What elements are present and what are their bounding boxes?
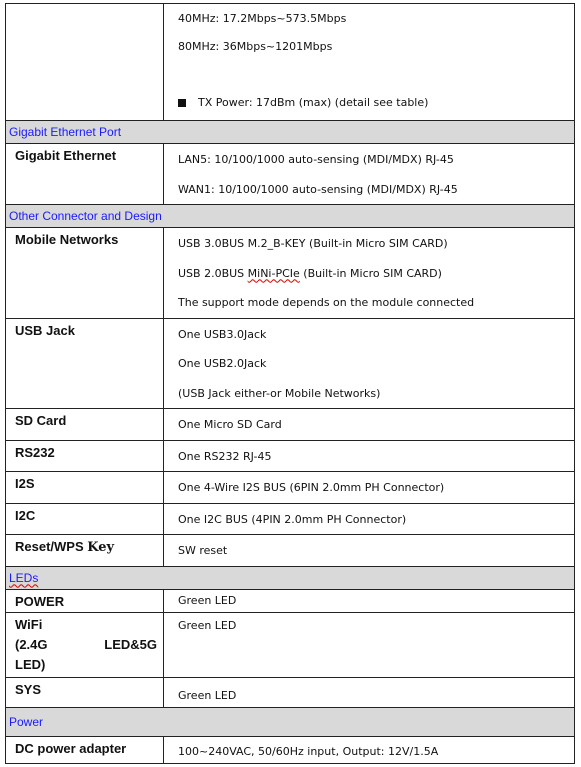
wireless-value-cell xyxy=(164,4,575,121)
usb3-jack-line: One USB3.0Jack xyxy=(178,327,267,341)
sd-card-value: One Micro SD Card xyxy=(178,418,282,431)
mobile-networks-row xyxy=(6,228,575,319)
gigabit-ethernet-row xyxy=(6,144,575,205)
usb2-jack-line: One USB2.0Jack xyxy=(178,357,267,370)
sd-card-row xyxy=(6,409,575,441)
rs232-row xyxy=(6,440,575,472)
gigabit-ethernet-label: Gigabit Ethernet xyxy=(6,144,164,205)
usb-jack-row xyxy=(6,318,575,409)
gigabit-ethernet-values xyxy=(164,144,575,205)
sys-led-value: Green LED xyxy=(178,688,237,702)
section-other-row xyxy=(6,205,575,228)
i2c-row xyxy=(6,503,575,535)
square-bullet-icon xyxy=(178,99,186,107)
wireless-40mhz: 40MHz: 17.2Mbps~573.5Mbps xyxy=(178,12,347,25)
reset-wps-row xyxy=(6,535,575,567)
section-gigabit-title: Gigabit Ethernet Port xyxy=(6,121,575,144)
section-power-row xyxy=(6,707,575,736)
section-other-title: Other Connector and Design xyxy=(6,205,575,228)
lan-port-line: LAN5: 10/100/1000 auto-sensing (MDI/MDX) RJ-45 xyxy=(178,153,454,166)
wireless-tx-power: TX Power: 17dBm (max) (detail see table) xyxy=(178,89,568,117)
usb-jack-note-line: (USB Jack either-or Mobile Networks) xyxy=(178,386,381,400)
section-power-title: Power xyxy=(6,707,575,736)
wireless-continuation-row xyxy=(6,4,575,121)
reset-wps-value: SW reset xyxy=(178,544,228,557)
usb-jack-values xyxy=(164,318,575,409)
power-led-row xyxy=(6,589,575,612)
dc-power-label: DC power adapter xyxy=(6,736,164,763)
reset-wps-label: Reset/WPS Key xyxy=(6,535,164,567)
i2s-value: One 4-Wire I2S BUS (6PIN 2.0mm PH Connector) xyxy=(178,481,445,494)
section-leds-row xyxy=(6,566,575,589)
section-gigabit-row xyxy=(6,121,575,144)
section-leds-title: LEDs xyxy=(6,566,575,589)
i2s-label: I2S xyxy=(6,472,164,504)
i2c-value: One I2C BUS (4PIN 2.0mm PH Connector) xyxy=(178,512,407,526)
rs232-value: One RS232 RJ-45 xyxy=(178,449,272,463)
dc-power-row xyxy=(6,736,575,763)
mobile-support-line: The support mode depends on the module connected xyxy=(178,296,475,309)
mobile-usb2-line: USB 2.0BUS MiNi-PCIe (Built-in Micro SIM CARD) xyxy=(178,266,442,280)
sys-led-label: SYS xyxy=(6,677,164,707)
wireless-blank-line xyxy=(178,61,568,89)
mobile-networks-label: Mobile Networks xyxy=(6,228,164,319)
sd-card-label: SD Card xyxy=(6,409,164,441)
wireless-label-cell xyxy=(6,4,164,121)
wifi-led-row xyxy=(6,612,575,677)
i2s-row xyxy=(6,472,575,504)
mobile-usb3-line: USB 3.0BUS M.2_B-KEY (Built-in Micro SIM CARD) xyxy=(178,237,448,250)
power-led-label: POWER xyxy=(6,589,164,612)
mobile-networks-values xyxy=(164,228,575,319)
spec-table xyxy=(5,3,575,764)
i2c-label: I2C xyxy=(6,503,164,535)
wan-port-line: WAN1: 10/100/1000 auto-sensing (MDI/MDX) RJ-45 xyxy=(178,182,458,196)
dc-power-value: 100~240VAC, 50/60Hz input, Output: 12V/1.5A xyxy=(178,744,439,758)
wireless-80mhz: 80MHz: 36Mbps~1201Mbps xyxy=(178,40,333,53)
rs232-label: RS232 xyxy=(6,440,164,472)
power-led-value: Green LED xyxy=(178,593,237,607)
wifi-led-label: WiFi (2.4G LED&5G LED) xyxy=(6,612,164,677)
wifi-led-value: Green LED xyxy=(178,618,237,632)
sys-led-row xyxy=(6,677,575,707)
usb-jack-label: USB Jack xyxy=(6,318,164,409)
